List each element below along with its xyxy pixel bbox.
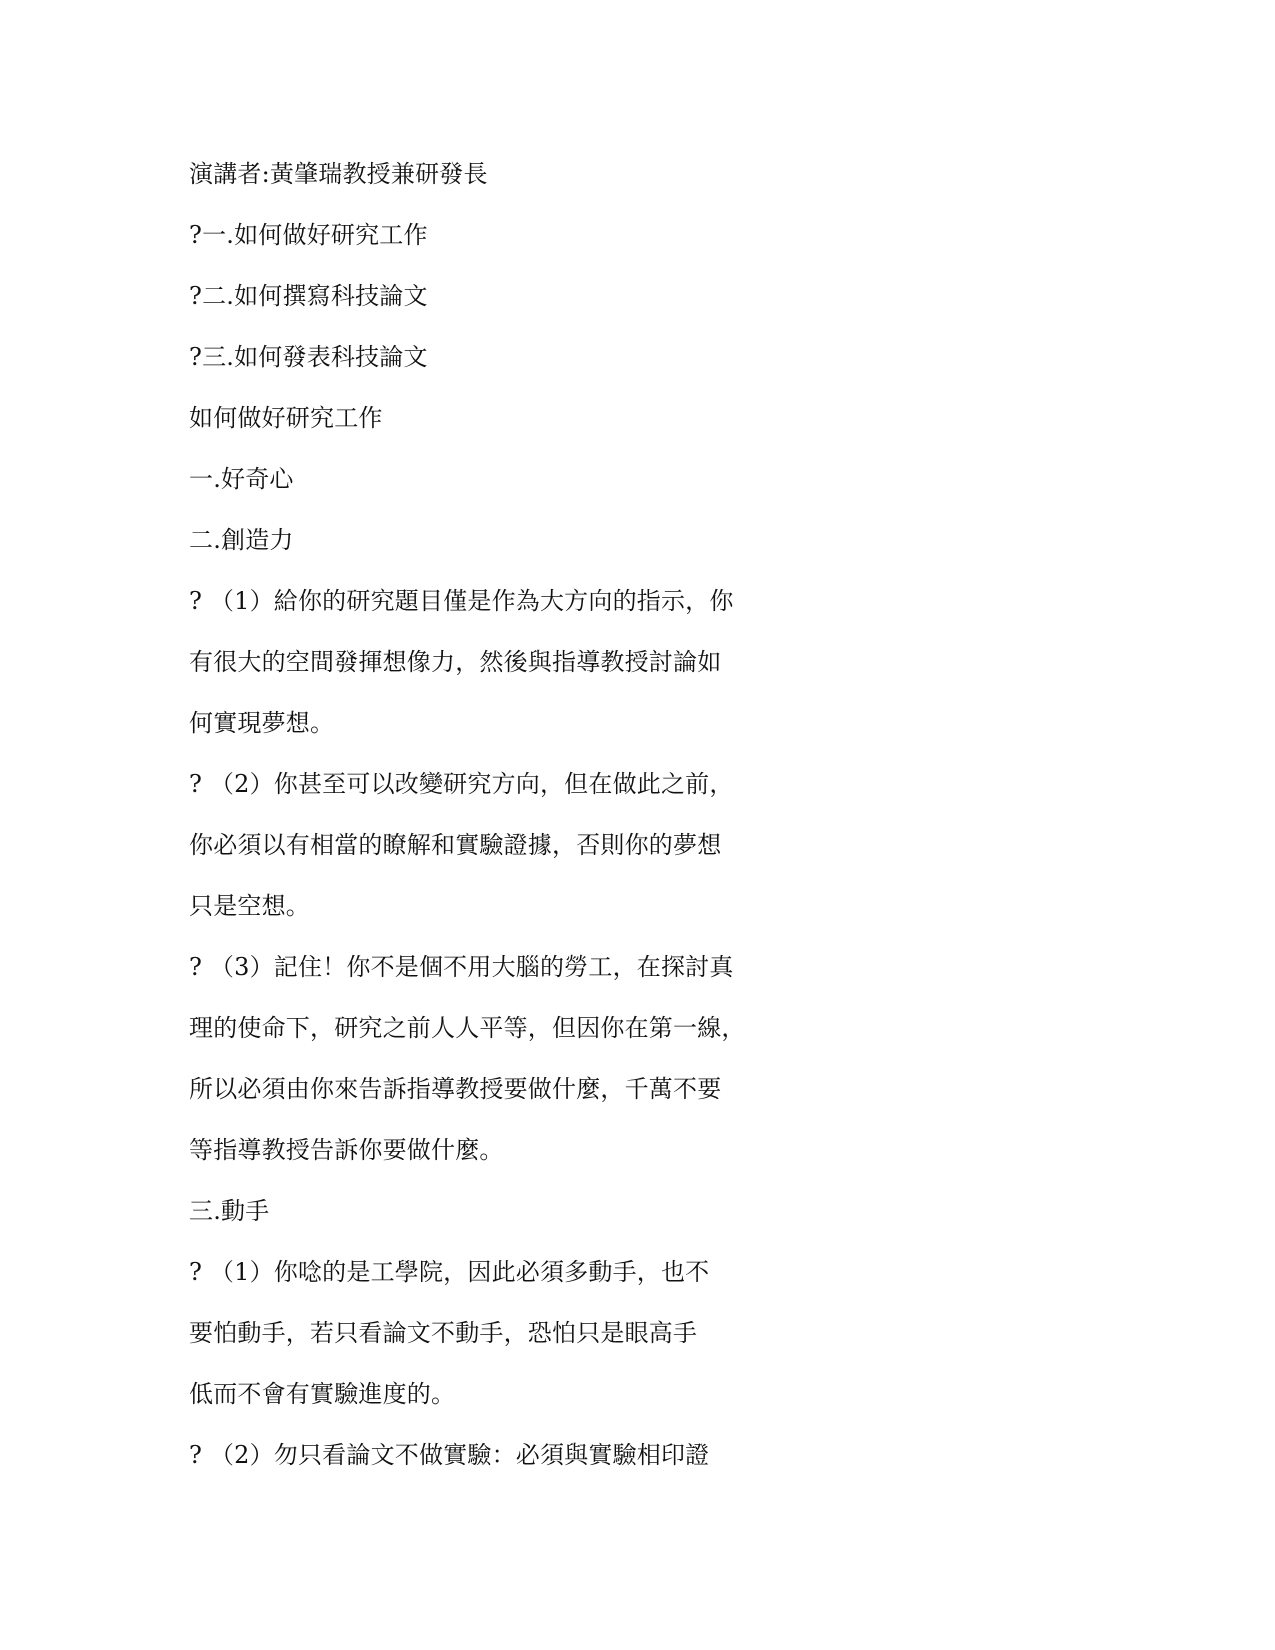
speaker-line: 演講者:黃肇瑞教授兼研發長 — [189, 160, 488, 188]
subheading-curiosity: 一.好奇心 — [189, 465, 294, 493]
paragraph-line: ? （3）記住！你不是個不用大腦的勞工，在探討真 — [189, 953, 734, 981]
paragraph-line: 只是空想。 — [189, 892, 310, 920]
paragraph-line: 等指導教授告訴你要做什麼。 — [189, 1136, 504, 1164]
paragraph-line: 低而不會有實驗進度的。 — [189, 1380, 456, 1408]
subheading-hands-on: 三.動手 — [189, 1197, 270, 1225]
paragraph-line: 何實現夢想。 — [189, 709, 335, 737]
document-body — [189, 144, 789, 1486]
section-heading: 如何做好研究工作 — [189, 404, 383, 432]
paragraph-line: 你必須以有相當的瞭解和實驗證據，否則你的夢想 — [189, 831, 722, 859]
paragraph-line: 要怕動手，若只看論文不動手，恐怕只是眼高手 — [189, 1319, 698, 1347]
paragraph-line: ? （1）你唸的是工學院，因此必須多動手，也不 — [189, 1258, 710, 1286]
outline-item-3: ?三.如何發表科技論文 — [189, 343, 428, 371]
outline-item-2: ?二.如何撰寫科技論文 — [189, 282, 428, 310]
paragraph-line: ? （2）勿只看論文不做實驗：必須與實驗相印證 — [189, 1441, 710, 1469]
paragraph-line: 理的使命下，研究之前人人平等，但因你在第一線， — [189, 1014, 746, 1042]
paragraph-line: 有很大的空間發揮想像力，然後與指導教授討論如 — [189, 648, 722, 676]
outline-item-1: ?一.如何做好研究工作 — [189, 221, 428, 249]
subheading-creativity: 二.創造力 — [189, 526, 294, 554]
paragraph-line: ? （2）你甚至可以改變研究方向，但在做此之前， — [189, 770, 734, 798]
paragraph-line: ? （1）給你的研究題目僅是作為大方向的指示，你 — [189, 587, 734, 615]
paragraph-line: 所以必須由你來告訴指導教授要做什麼，千萬不要 — [189, 1075, 722, 1103]
